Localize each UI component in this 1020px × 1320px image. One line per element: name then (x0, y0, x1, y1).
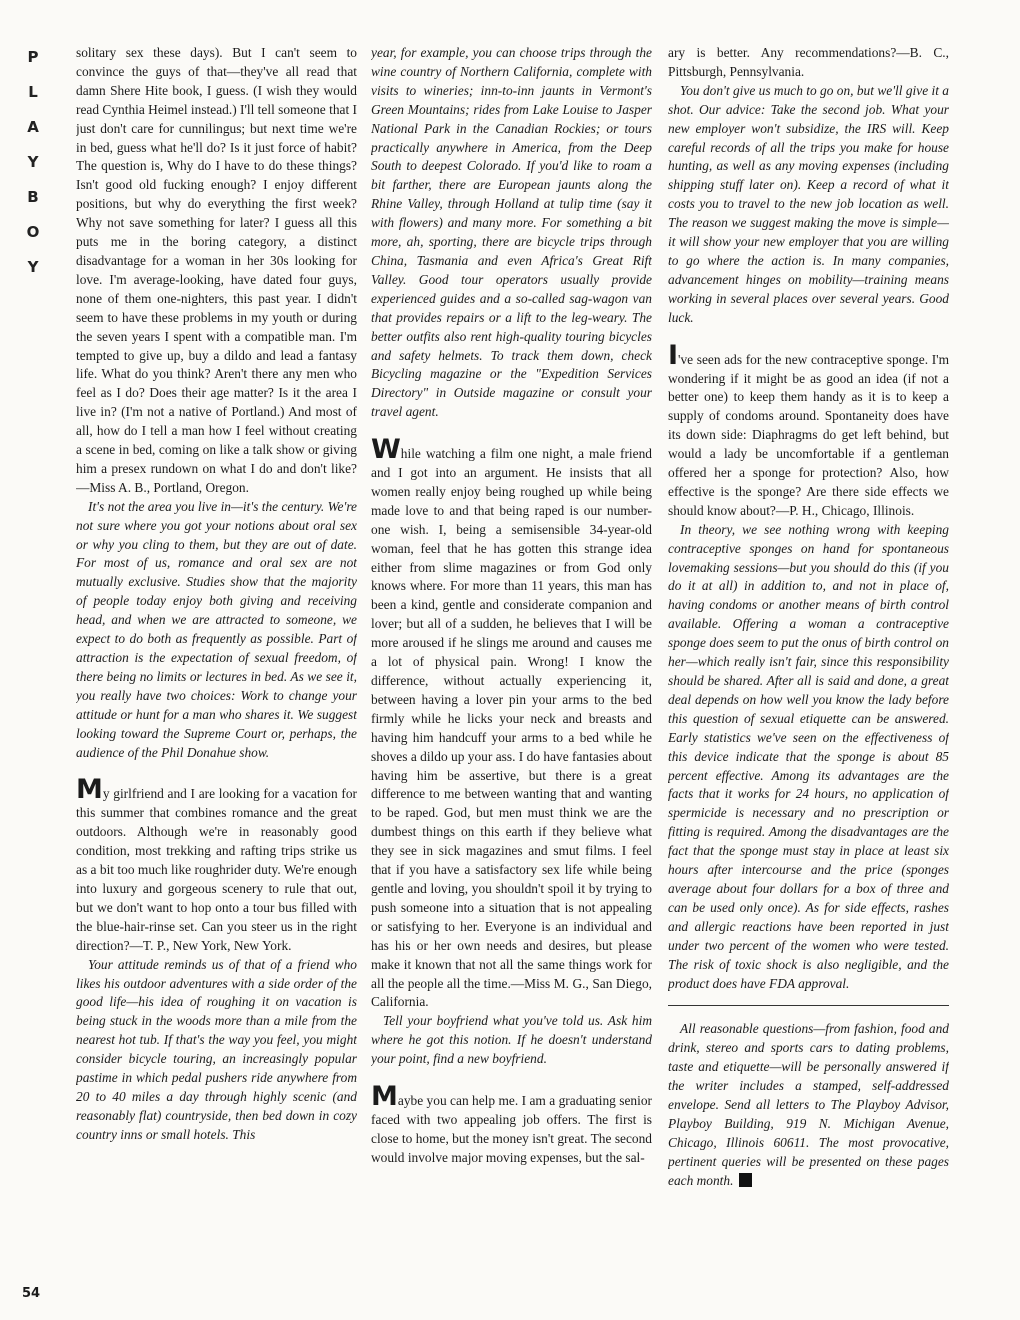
answer-paragraph: Your attitude reminds us of that of a friend who likes his outdoor adventures with a side order of the good life—his idea of roughing it on vacation is being stuck in the woods more than a mile from the nearest hot tub. If that's the way you feel, you might consider bicycle touring, an increasingly popular pastime in which pedal pushers ride anywhere from 20 to 40 miles a day through highly scenic (and reasonably flat) countryside, then bed down in cozy country inns or small hotels. This (76, 956, 357, 1142)
letter-text: 've seen ads for the new contraceptive sponge. I'm wondering if it might be as good an idea (if not a better one) to keep them handy as it is to keep a supply of condoms around. Spontaneity does have its down side: Diaphragms do get left behind, but would a lady be uncomfortable if a gentleman offered her a sponge for protection? Also, how effective is the sponge? Are there side effects we should know about?—P. H., Chicago, Illinois. (668, 351, 949, 518)
letter-paragraph (371, 1081, 652, 1168)
drop-cap: M (76, 774, 103, 806)
answer-paragraph: It's not the area you live in—it's the century. We're not sure where you got your notions about oral sex or why you cling to them, but they are out of date. For most of us, romance and oral sex are not mutually exclusive. Studies show that the majority of people today enjoy both giving and receiving head, and when we are attracted to someone, we expect to do both as frequently as possible. Part of attraction is the expectation of sexual freedom, of there being no limits or lectures in bed. As we see it, you really have two choices: Work to change your attitude or hunt for a man who shares it. We suggest looking toward the Supreme Court or, perhaps, the audience of the Phil Donahue show. (76, 498, 357, 760)
column-3 (668, 44, 949, 1299)
bunny-end-mark-icon (739, 1173, 752, 1187)
answer-paragraph: year, for example, you can choose trips through the wine country of Northern California, complete with visits to wineries; inn-to-inn jaunts in Vermont's Green Mountains; rides from Lake Louise to Jasper National Park in the Canadian Rockies; or tours practically anywhere in America, from the Deep South to deepest Colorado. If you'd like to roam a bit farther, there are European jaunts along the Rhine Valley, through Holland at tulip time (say it with flowers) and many more. For something a bit more, ah, sporting, there are bicycle trips through China, Tasmania and even Africa's Great Rift Valley. Good tour operators usually provide experienced guides and a so-called sag-wagon van that provides repairs or a lift to the leg-weary. The better outfits also rent high-quality touring bicycles and safety helmets. To track them down, check Bicycling magazine or the "Expedition Services Directory" in Outside magazine or consult your travel agent. (371, 45, 652, 420)
answer-paragraph: You don't give us much to go on, but we'll give it a shot. Our advice: Take the second job. What your new employer won't subsidize, the IRS will. Keep careful records of all the trips you make for house hunting, as well as any moving expenses (including shipping stuff later on). Keep a record of what it costs you to travel to the new job location as well. The reason we suggest making the move is simple—it will show your new employer that you are willing to go where the action is. In many companies, advancement hinges on mobility—training means working in several places over several years. Good luck. (668, 82, 949, 325)
letter-paragraph: solitary sex these days). But I can't seem to convince the guys of that—they've all read that damn Shere Hite book, I guess. (I wish they would read Cynthia Heimel instead.) I'll tell someone that I just don't care for cunnilingus; but next time we're in bed, guess what he'll do? Is it just force of habit? The question is, Why do I have to do these things? Isn't good old fucking enough? I enjoy different positions, but why do everything the first week? Why not save something for later? I guess all this puts me in the boring category, a distinct disadvantage for a woman in her 30s looking for love. I'm average-looking, have dated four guys, none of them one-nighters, this past year. I didn't seem to have these problems in my youth or during the seven years I spent with a compatible man. I'm tempted to give up, buy a dildo and lead a fantasy life. What do you think? Aren't there any men who feel as I do? Does their age matter? Is it the area I live in? (I'm not a native of Portland.) And most of all, how do I tell a man how I feel without creating a scene in bed, coming on like a talk show or giving him a presex rundown on what I do and don't like?—Miss A. B., Portland, Oregon. (76, 45, 357, 495)
column-2 (371, 44, 652, 1299)
logo-letter: O (26, 223, 40, 241)
letter-text: hile watching a film one night, a male friend and I got into an argument. He insists that all women really enjoy being roughed up while being made love to and that being raped is our number-one wish. I, being a semisensible 34-year-old woman, feel that he has gotten this strange idea either from slime magazines or from God only knows where. For more than 11 years, this man has been a kind, gentle and considerate companion and lover; but all of a sudden, he believes that I will be more aroused if he slings me around and causes me a lot of physical pain. Wrong! I know the difference, without actually experiencing it, between having a lover pin your arms to the bed firmly while he licks your neck and breasts and having him handcuff your arms to a bed while he shoves a dildo up your ass. I do have fantasies about having him be assertive, but there is a great difference to me between wanting that and wanting to be raped. God, but men must think we are the dumbest things on this earth if they believe what they see in sick magazines and smut films. I feel that if you have a satisfactory sex life while being gentle and loving, you shouldn't spoil it by trying to push someone into a situation that is not appealing or satisfying to her. Everyone is an individual and has his or her own needs and desires, but please make it known that not all the same things work for all the people all the time.—Miss M. G., San Diego, California. (371, 446, 652, 1010)
drop-cap: M (371, 1081, 398, 1113)
logo-letter: Y (27, 258, 39, 276)
answer-paragraph: Tell your boyfriend what you've told us. Ask him where he got this notion. If he doesn't understand your point, find a new boyfriend. (371, 1013, 652, 1067)
logo-letter: L (28, 83, 38, 101)
logo-letter: B (27, 188, 39, 206)
column-1 (76, 44, 357, 1299)
letter-paragraph (76, 774, 357, 955)
playboy-vertical-logo (22, 40, 44, 285)
letter-paragraph: ary is better. Any recommendations?—B. C., Pittsburgh, Pennsylvania. (668, 45, 949, 79)
answer-paragraph: In theory, we see nothing wrong with keeping contraceptive sponges on hand for spontaneous lovemaking sessions—but you should do this (if you do it at all) in addition to, and not in place of, having condoms or another means of birth control available. Offering a woman a contraceptive sponge does seem to put the onus of birth control on her—which really isn't fair, since this responsibility should be shared. After all is said and done, a great deal depends on how well you know the lady before this question of sexual etiquette can be answered. Early statistics we've seen on the effectiveness of this device indicate that the sponge is about 85 percent effective. Among its advantages are the facts that it works for 24 hours, no application of spermicide is necessary and no prescription or fitting is required. Among the disadvantages are the fact that the sponge must stay in place at least six hours after intercourse and the price (sponges average about four dollars for a box of three and can be used only once). As for side effects, rashes and allergic reactions have been reported in just under two percent of the women who were tested. The risk of toxic shock is also negligible, and the product does have FDA approval. (668, 521, 949, 991)
drop-cap: I (668, 339, 679, 371)
page-number: 54 (22, 1286, 41, 1301)
drop-cap: W (371, 434, 401, 466)
letter-paragraph (668, 339, 949, 521)
letter-text: y girlfriend and I are looking for a vacation for this summer that combines romance and the great outdoors. Although we're in reasonably good condition, most trekking and rafting trips strike us as a bit too much like roughrider duty. We're enough into luxury and gorgeous scenery to rule that out, but we don't want to hop onto a tour bus filled with the blue-hair-rinse set. Can you steer us in the right direction?—T. P., New York, New York. (76, 786, 357, 953)
letter-text: aybe you can help me. I am a graduating senior faced with two appealing job offers. The first is close to home, but the money isn't great. The second would involve major moving expenses, but the sal- (371, 1093, 652, 1165)
letter-paragraph (371, 434, 652, 1012)
logo-letter: A (27, 118, 39, 136)
logo-letter: Y (27, 153, 39, 171)
footer-notice (668, 1020, 949, 1190)
logo-letter: P (27, 48, 39, 66)
divider (668, 1005, 949, 1006)
footer-text: All reasonable questions—from fashion, food and drink, stereo and sports cars to dating problems, taste and etiquette—will be personally answered if the writer includes a stamped, self-addressed envelope. Send all letters to The Playboy Advisor, Playboy Building, 919 N. Michigan Avenue, Chicago, Illinois 60611. The most provocative, pertinent queries will be presented on these pages each month. (668, 1021, 949, 1188)
